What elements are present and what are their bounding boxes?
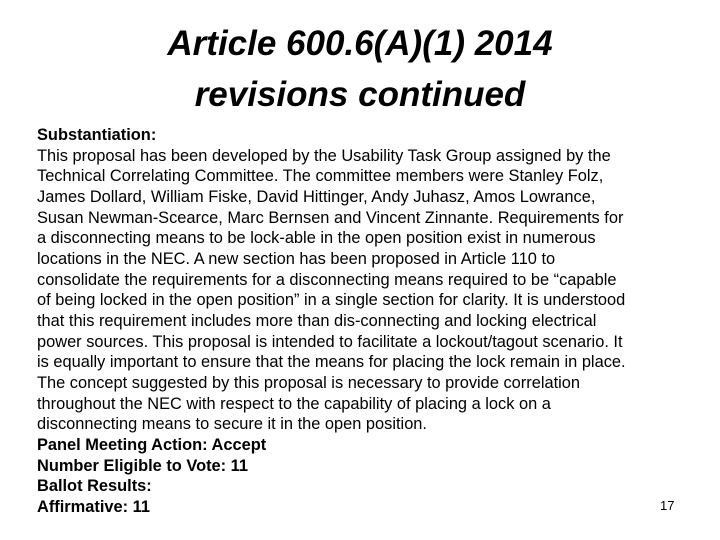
substantiation-paragraph xyxy=(37,146,697,435)
substantiation-heading: Substantiation: xyxy=(37,126,157,144)
paragraph-line: a disconnecting means to be lock-able in the open position exist in numerous xyxy=(37,229,596,248)
paragraph-line: The concept suggested by this proposal is necessary to provide correlation xyxy=(37,373,581,392)
slide-body xyxy=(37,125,697,517)
ballot-results-heading: Ballot Results: xyxy=(37,477,152,496)
paragraph-line: Susan Newman-Scearce, Marc Bernsen and Vincent Zinnante. Requirements for xyxy=(37,208,624,227)
paragraph-line: James Dollard, William Fiske, David Hittinger, Andy Juhasz, Amos Lowrance, xyxy=(37,187,596,206)
paragraph-line: throughout the NEC with respect to the capability of placing a lock on a xyxy=(37,394,551,413)
slide-title xyxy=(0,18,720,120)
paragraph-line: that this requirement includes more than dis-connecting and locking electrical xyxy=(37,311,597,330)
slide-title-line-1: Article 600.6(A)(1) 2014 xyxy=(167,24,553,63)
paragraph-line: consolidate the requirements for a disconnecting means required to be “capable xyxy=(37,270,617,289)
slide-number: 17 xyxy=(660,498,675,513)
paragraph-line: power sources. This proposal is intended to facilitate a lockout/tagout scenario. It xyxy=(37,332,623,351)
affirmative-count: Affirmative: 11 xyxy=(37,497,150,516)
paragraph-line: This proposal has been developed by the Usability Task Group assigned by the xyxy=(37,146,611,165)
slide-title-line-2: revisions continued xyxy=(194,75,526,114)
number-eligible-to-vote: Number Eligible to Vote: 11 xyxy=(37,456,248,475)
paragraph-line: is equally important to ensure that the means for placing the lock remain in place. xyxy=(37,353,626,372)
paragraph-line: locations in the NEC. A new section has been proposed in Article 110 to xyxy=(37,249,556,268)
paragraph-line: disconnecting means to secure it in the open position. xyxy=(37,415,427,434)
paragraph-line: of being locked in the open position” in a single section for clarity. It is understood xyxy=(37,291,626,310)
panel-meeting-action: Panel Meeting Action: Accept xyxy=(37,435,267,454)
paragraph-line: Technical Correlating Committee. The committee members were Stanley Folz, xyxy=(37,167,604,186)
